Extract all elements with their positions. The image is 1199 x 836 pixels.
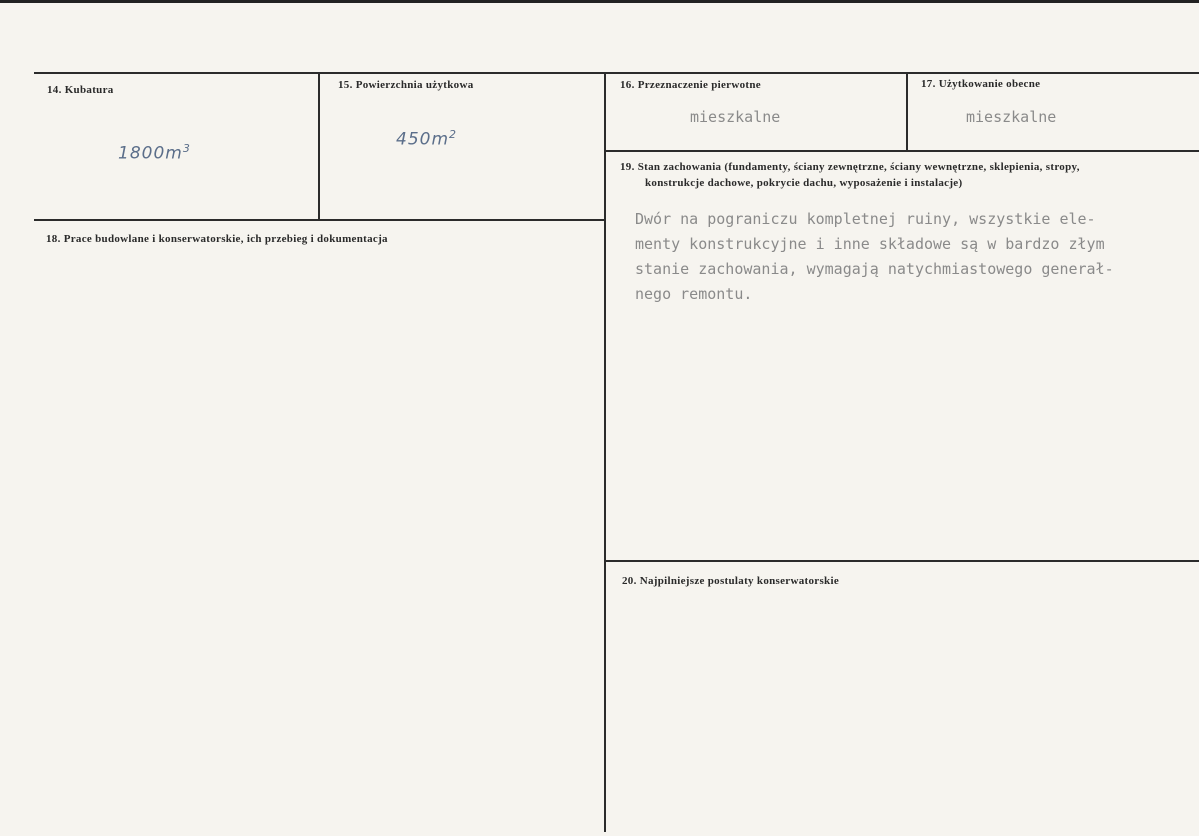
field-15-value: $450m^2$	[396, 128, 458, 150]
divider-center	[604, 72, 606, 832]
field-17-label: 17. Użytkowanie obecne	[921, 78, 1041, 90]
divider-right-upper	[606, 150, 1199, 152]
field-19-text-line2: menty konstrukcyjne i inne składowe są w bardzo złym	[635, 235, 1105, 253]
field-17-value: mieszkalne	[966, 108, 1057, 126]
field-19-text-line3: stanie zachowania, wymagają natychmiastowego generał-	[635, 260, 1114, 278]
field-19-label-line2: konstrukcje dachowe, pokrycie dachu, wyposażenie i instalacje)	[645, 177, 963, 189]
field-19-text-line1: Dwór na pograniczu kompletnej ruiny, wszystkie ele-	[635, 210, 1096, 228]
divider-top	[34, 72, 1199, 74]
field-18-label: 18. Prace budowlane i konserwatorskie, ich przebieg i dokumentacja	[46, 233, 388, 245]
field-19-text-line4: nego remontu.	[635, 285, 753, 303]
field-15-label: 15. Powierzchnia użytkowa	[338, 79, 474, 91]
field-16-value: mieszkalne	[690, 108, 781, 126]
divider-left-middle	[34, 219, 606, 221]
field-16-label: 16. Przeznaczenie pierwotne	[620, 79, 761, 91]
divider-col-16-17	[906, 72, 908, 151]
field-14-label: 14. Kubatura	[47, 84, 114, 96]
divider-right-lower	[606, 560, 1199, 562]
divider-col-14-15	[318, 72, 320, 220]
top-edge	[0, 0, 1199, 3]
field-14-value: $1800m^3$	[118, 142, 191, 164]
field-19-label-line1: 19. Stan zachowania (fundamenty, ściany zewnętrzne, ściany wewnętrzne, sklepienia, stropy,	[620, 161, 1080, 173]
field-20-label: 20. Najpilniejsze postulaty konserwatorskie	[622, 575, 840, 587]
